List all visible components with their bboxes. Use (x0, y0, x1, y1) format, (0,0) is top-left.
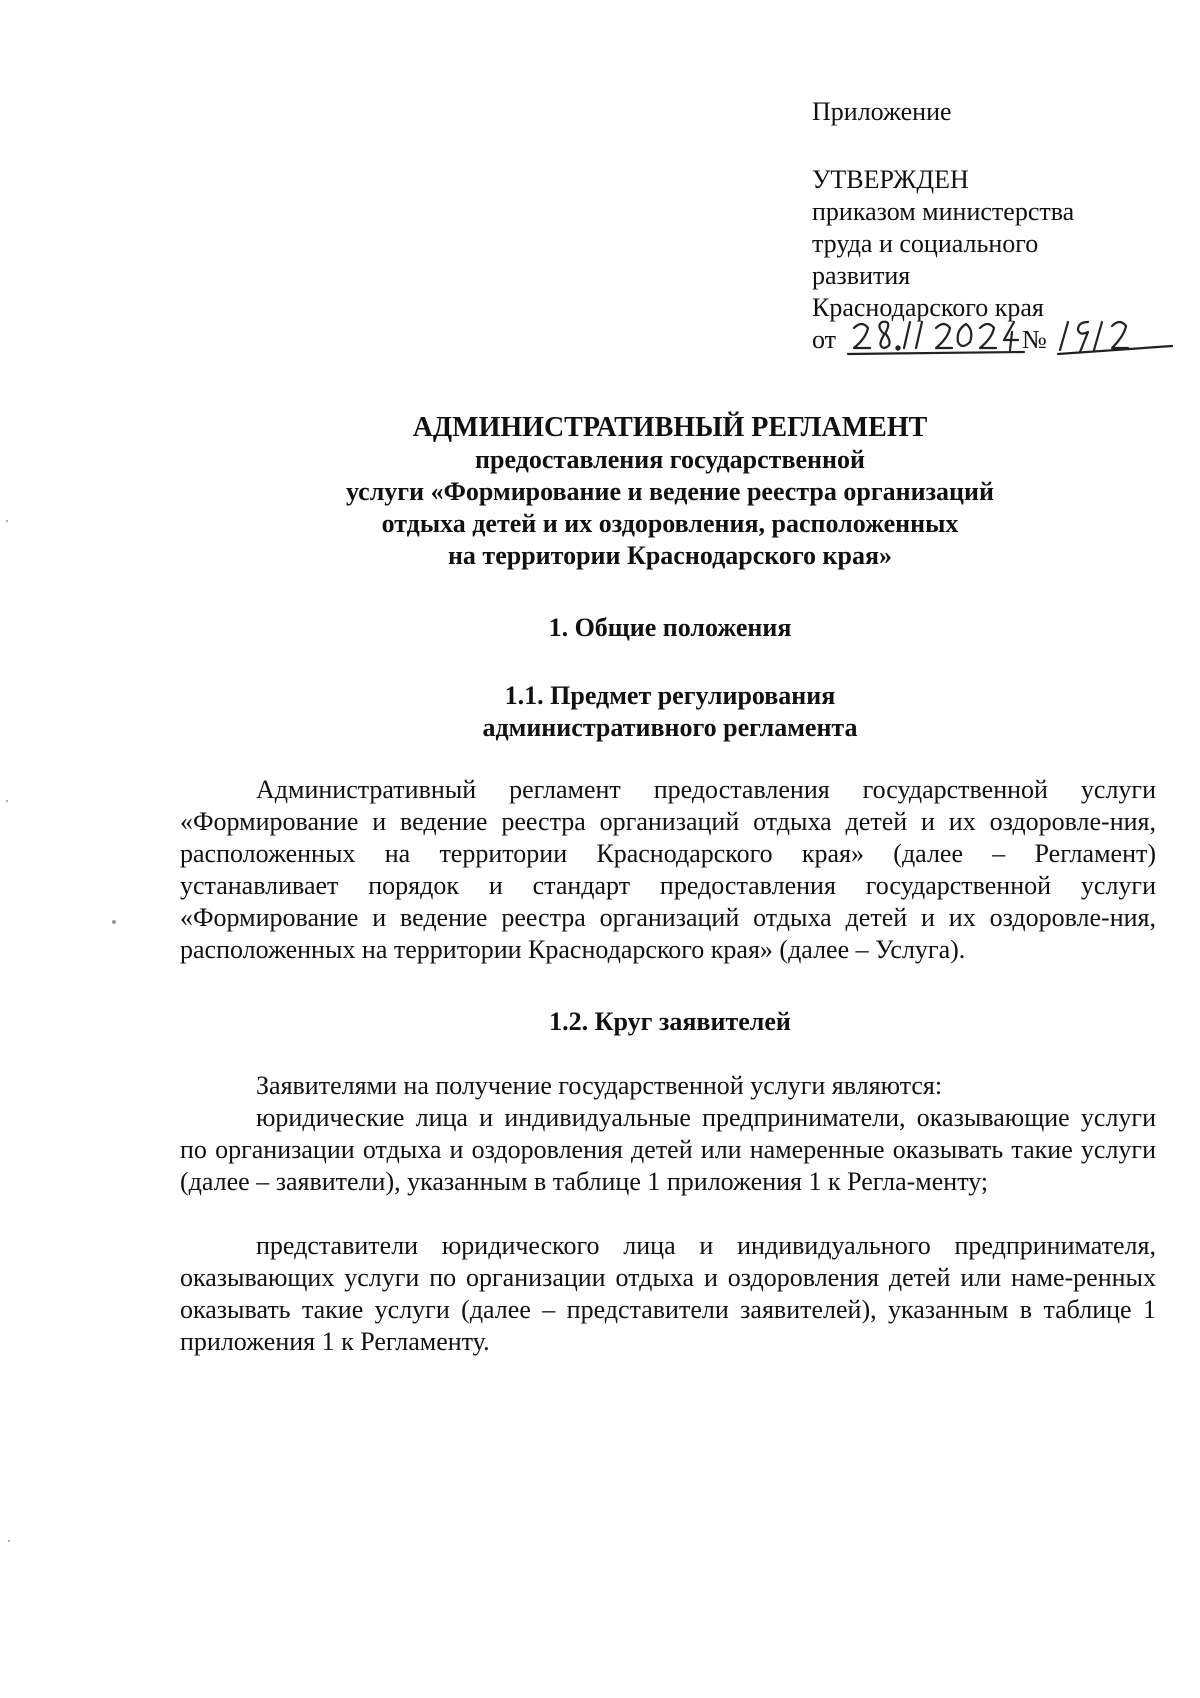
title-main: АДМИНИСТРАТИВНЫЙ РЕГЛАМЕНТ (412, 412, 928, 443)
scan-speck (6, 520, 8, 522)
section-1-2-heading: 1.2. Круг заявителей (549, 1007, 791, 1036)
section-1-1-heading-line-2: административного регламента (482, 713, 858, 742)
applicants-intro: Заявителями на получение государственной услуги являются: (256, 1071, 943, 1100)
section-1-1-heading-line-1: 1.1. Предмет регулирования (504, 681, 836, 710)
approval-line-1: приказом министерства (812, 197, 1075, 226)
approval-line-4: Краснодарского края (812, 293, 1044, 322)
section-1-1-heading (180, 680, 1160, 744)
approval-line-2: труда и социального (812, 229, 1039, 258)
appendix-label: Приложение (812, 97, 952, 126)
from-label: от (812, 325, 837, 354)
order-date-number-line (812, 324, 1172, 364)
number-label: № (1022, 325, 1047, 354)
applicants-item-2: представители юридического лица и индивидуального предпринимателя, оказывающих услуги по организации отдыха и оздоровления детей или наме-ренных оказывать такие услуги (далее – представители заявителей), указанным в таблице 1 приложения 1 к Регламенту. (180, 1231, 1156, 1356)
document-title (200, 412, 1140, 572)
approval-line-3: развития (812, 261, 911, 290)
title-subline-3: отдыха детей и их оздоровления, расположенных (381, 509, 959, 538)
approval-block (812, 96, 1172, 364)
section-1-1-paragraph: Административный регламент предоставления государственной услуги «Формирование и ведение реестра организаций отдыха детей и их оздоровле-ния, расположенных на территории Краснодарского края» (далее – Регламент) устанавливает порядок и стандарт предоставления государственной услуги «Формирование и ведение реестра организаций отдыха детей и их оздоровле-ния, расположенных на территории Краснодарского края» (далее – Услуга). (180, 775, 1156, 964)
title-subline-2: услуги «Формирование и ведение реестра организаций (345, 477, 995, 506)
applicants-item-1: юридические лица и индивидуальные предприниматели, оказывающие услуги по организации отдыха и оздоровления детей или намеренные оказывать такие услуги (далее – заявители), указанным в таблице 1 приложения 1 к Регла-менту; (180, 1103, 1156, 1196)
title-subline-4: на территории Краснодарского края» (447, 541, 893, 570)
handwritten-number (1056, 314, 1176, 360)
title-subline-1: предоставления государственной (475, 445, 865, 474)
scan-speck (8, 1540, 10, 1542)
scan-speck (112, 920, 116, 924)
scan-speck (6, 800, 8, 802)
approved-label: УТВЕРЖДЕН (812, 165, 969, 194)
handwritten-date (846, 316, 1026, 360)
section-1-heading: 1. Общие положения (548, 613, 792, 642)
